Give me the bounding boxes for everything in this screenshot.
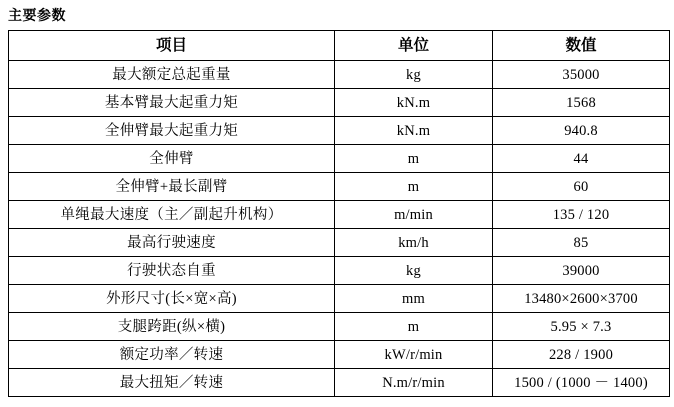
- row-unit: m: [335, 173, 493, 201]
- row-item: 最高行驶速度: [9, 229, 335, 257]
- row-unit: m: [335, 145, 493, 173]
- row-unit: km/h: [335, 229, 493, 257]
- column-header-unit: [335, 31, 493, 61]
- row-value: 940.8: [493, 117, 670, 145]
- row-value: 60: [493, 173, 670, 201]
- table-row: [9, 285, 670, 313]
- row-value: 35000: [493, 61, 670, 89]
- row-value: 39000: [493, 257, 670, 285]
- row-item: 最大额定总起重量: [9, 61, 335, 89]
- column-header-unit-label: 单位: [397, 36, 429, 54]
- row-value: 44: [493, 145, 670, 173]
- row-unit: mm: [335, 285, 493, 313]
- column-header-value: [493, 31, 670, 61]
- specifications-table: [8, 30, 670, 397]
- row-value: 85: [493, 229, 670, 257]
- table-row: [9, 369, 670, 397]
- table-row: [9, 341, 670, 369]
- row-value: 5.95 × 7.3: [493, 313, 670, 341]
- row-value: 1568: [493, 89, 670, 117]
- page-title: 主要参数: [8, 7, 66, 23]
- row-value: 13480×2600×3700: [493, 285, 670, 313]
- row-unit: m: [335, 313, 493, 341]
- row-unit: m/min: [335, 201, 493, 229]
- row-value: 1500 / (1000 － 1400): [493, 369, 670, 397]
- row-item: 最大扭矩／转速: [9, 369, 335, 397]
- table-row: [9, 201, 670, 229]
- column-header-value-label: 数值: [565, 36, 597, 54]
- table-row: [9, 145, 670, 173]
- row-unit: kN.m: [335, 89, 493, 117]
- row-item: 单绳最大速度（主／副起升机构）: [9, 201, 335, 229]
- row-item: 全伸臂最大起重力矩: [9, 117, 335, 145]
- row-unit: kN.m: [335, 117, 493, 145]
- table-row: [9, 117, 670, 145]
- row-value: 228 / 1900: [493, 341, 670, 369]
- row-item: 支腿跨距(纵×横): [9, 313, 335, 341]
- row-unit: N.m/r/min: [335, 369, 493, 397]
- row-unit: kg: [335, 257, 493, 285]
- table-row: [9, 173, 670, 201]
- row-item: 额定功率／转速: [9, 341, 335, 369]
- column-header-item: [9, 31, 335, 61]
- table-row: [9, 313, 670, 341]
- row-item: 全伸臂: [9, 145, 335, 173]
- row-value: 135 / 120: [493, 201, 670, 229]
- column-header-item-label: 项目: [155, 36, 187, 54]
- table-row: [9, 257, 670, 285]
- row-item: 基本臂最大起重力矩: [9, 89, 335, 117]
- table-row: [9, 89, 670, 117]
- table-row: [9, 61, 670, 89]
- row-item: 外形尺寸(长×宽×高): [9, 285, 335, 313]
- row-unit: kg: [335, 61, 493, 89]
- row-item: 行驶状态自重: [9, 257, 335, 285]
- row-item: 全伸臂+最长副臂: [9, 173, 335, 201]
- table-row: [9, 229, 670, 257]
- row-unit: kW/r/min: [335, 341, 493, 369]
- table-header-row: [9, 31, 670, 61]
